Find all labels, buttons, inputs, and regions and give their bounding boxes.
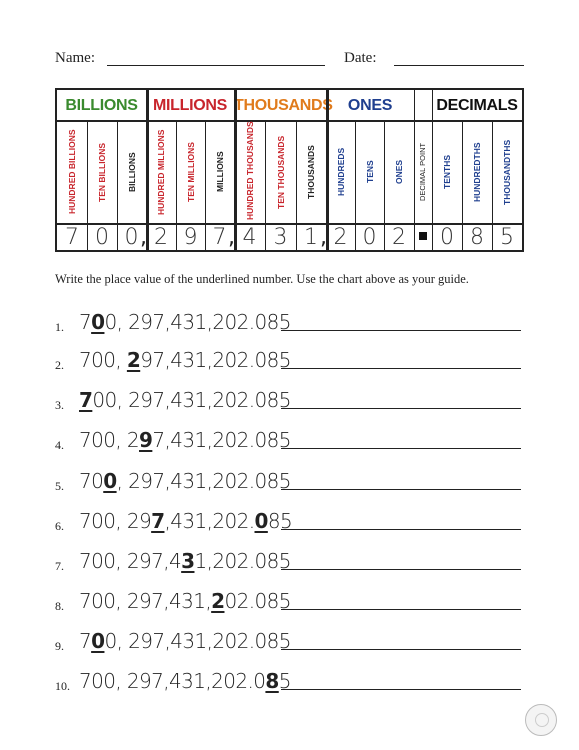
- chart-digit: 5: [500, 225, 514, 250]
- place-value-chart: [55, 88, 524, 252]
- numeral-text: 700, 29: [79, 509, 152, 533]
- numeral-text: 700, 297,4: [79, 549, 182, 573]
- chart-digit: 2: [392, 225, 406, 250]
- column-header: HUNDREDTHS: [472, 142, 482, 202]
- numeral-text: 1,202.085: [194, 549, 291, 573]
- problem-number: 7.: [55, 559, 64, 573]
- column-header: TEN MILLIONS: [185, 142, 196, 202]
- numeral-text: 02.085: [224, 589, 291, 613]
- numeral-text: 700, 297,431,202.0: [79, 669, 266, 693]
- chart-comma: ,: [320, 225, 327, 250]
- numeral-text: 5: [278, 669, 291, 693]
- column-header: TEN BILLIONS: [97, 142, 107, 202]
- chart-digit: 9: [183, 225, 198, 250]
- name-label: Name:: [55, 50, 95, 66]
- underlined-digit: 9: [139, 428, 153, 452]
- problem-row: [55, 549, 524, 579]
- column-header: THOUSANDS: [306, 145, 316, 199]
- underlined-digit: 7: [151, 509, 165, 533]
- problem-number: 4.: [55, 438, 64, 452]
- numeral-text: 700, 2: [79, 428, 140, 452]
- answer-line[interactable]: [281, 569, 521, 570]
- column-header: ONES: [394, 159, 404, 185]
- problem-row: [55, 509, 524, 539]
- chart-digit: 2: [333, 225, 348, 250]
- answer-line[interactable]: [281, 330, 521, 331]
- problem-numeral: [79, 310, 291, 334]
- group-billions: BILLIONS: [65, 97, 138, 114]
- problem-numeral: [79, 428, 291, 452]
- underlined-digit: 0: [91, 310, 105, 334]
- title-divider: [57, 120, 522, 122]
- answer-line[interactable]: [281, 489, 521, 490]
- problem-numeral: [79, 669, 291, 693]
- group-millions: MILLIONS: [152, 97, 228, 114]
- problem-numeral: [79, 388, 291, 412]
- problem-numeral: [79, 509, 292, 533]
- instruction-text: Write the place value of the underlined number. Use the chart above as your guide.: [55, 272, 469, 286]
- numeral-text: 700, 297,431,: [79, 589, 212, 613]
- answer-line[interactable]: [281, 529, 521, 530]
- problem-row: [55, 388, 524, 418]
- problem-number: 2.: [55, 358, 64, 372]
- chart-digit: 0: [440, 225, 454, 250]
- problem-row: [55, 310, 524, 340]
- numeral-text: 700,: [79, 348, 127, 372]
- underlined-digit: 0: [254, 509, 268, 533]
- decimal-point-mark: [419, 232, 427, 240]
- problem-row: [55, 669, 524, 699]
- chart-digit: 2: [154, 225, 168, 250]
- problem-row: [55, 589, 524, 619]
- problem-number: 6.: [55, 519, 64, 533]
- column-header: HUNDRED MILLIONS: [156, 129, 166, 215]
- underlined-digit: 8: [265, 669, 279, 693]
- answer-line[interactable]: [281, 609, 521, 610]
- chart-comma: ,: [228, 225, 235, 250]
- group-thousands: THOUSANDS: [234, 97, 333, 114]
- problem-row: [55, 469, 524, 499]
- problem-row: [55, 629, 524, 659]
- chart-digit: 0: [95, 225, 109, 250]
- numeral-text: ,431,202.: [164, 509, 255, 533]
- answer-line[interactable]: [281, 689, 521, 690]
- problem-number: 3.: [55, 398, 64, 412]
- chart-digit: 1: [304, 225, 318, 250]
- answer-line[interactable]: [281, 649, 521, 650]
- answer-line[interactable]: [281, 408, 521, 409]
- column-header: MILLIONS: [214, 151, 225, 193]
- column-header: HUNDRED BILLIONS: [67, 129, 77, 215]
- column-header: TENTHS: [442, 155, 452, 189]
- numeral-text: 97,431,202.085: [140, 348, 291, 372]
- column-header: BILLIONS: [126, 152, 137, 192]
- chart-digit: 8: [470, 225, 484, 250]
- date-label: Date:: [344, 50, 377, 66]
- column-header: THOUSANDTHS: [502, 139, 512, 205]
- underlined-digit: 7: [79, 388, 93, 412]
- numeral-text: 70: [79, 469, 104, 493]
- underlined-digit: 0: [91, 629, 105, 653]
- group-decimals: DECIMALS: [436, 97, 518, 114]
- chart-digit: 0: [362, 225, 377, 250]
- chart-digit: 7: [65, 225, 79, 250]
- problem-number: 9.: [55, 639, 64, 653]
- numeral-text: , 297,431,202.085: [116, 469, 291, 493]
- problem-numeral: [79, 629, 291, 653]
- publisher-logo: [525, 704, 557, 736]
- column-header: DECIMAL POINT: [418, 142, 427, 202]
- problem-number: 1.: [55, 320, 64, 334]
- underlined-digit: 0: [103, 469, 117, 493]
- chart-comma: ,: [140, 225, 147, 250]
- answer-line[interactable]: [281, 368, 521, 369]
- underlined-digit: 2: [126, 348, 141, 372]
- numeral-text: 00, 297,431,202.085: [92, 388, 291, 412]
- group-ones: ONES: [347, 97, 393, 114]
- problem-number: 5.: [55, 479, 64, 493]
- numeral-text: 7: [79, 310, 92, 334]
- numeral-text: 7,431,202.085: [152, 428, 291, 452]
- column-header: HUNDRED THOUSANDS: [244, 121, 255, 220]
- underlined-digit: 3: [181, 549, 195, 573]
- column-header: TEN THOUSANDS: [275, 135, 286, 209]
- column-header: HUNDREDS: [335, 147, 346, 197]
- chart-digit: 7: [212, 225, 227, 250]
- date-field[interactable]: [394, 65, 524, 66]
- problem-row: [55, 428, 524, 458]
- numeral-text: 0, 297,431,202.085: [104, 310, 291, 334]
- column-header: TENS: [364, 160, 375, 184]
- numeral-text: 7: [79, 629, 92, 653]
- numeral-text: 85: [267, 509, 293, 533]
- chart-digit: 0: [124, 225, 139, 250]
- problem-numeral: [79, 589, 291, 613]
- problem-row: [55, 348, 524, 378]
- problem-numeral: [79, 348, 291, 372]
- numeral-text: 0, 297,431,202.085: [104, 629, 291, 653]
- answer-line[interactable]: [281, 448, 521, 449]
- name-field[interactable]: [107, 65, 325, 66]
- problem-numeral: [79, 469, 291, 493]
- underlined-digit: 2: [211, 589, 225, 613]
- problem-number: 10.: [55, 679, 70, 693]
- chart-digit: 3: [273, 225, 288, 250]
- problem-number: 8.: [55, 599, 64, 613]
- problem-numeral: [79, 549, 291, 573]
- chart-digit: 4: [242, 225, 257, 250]
